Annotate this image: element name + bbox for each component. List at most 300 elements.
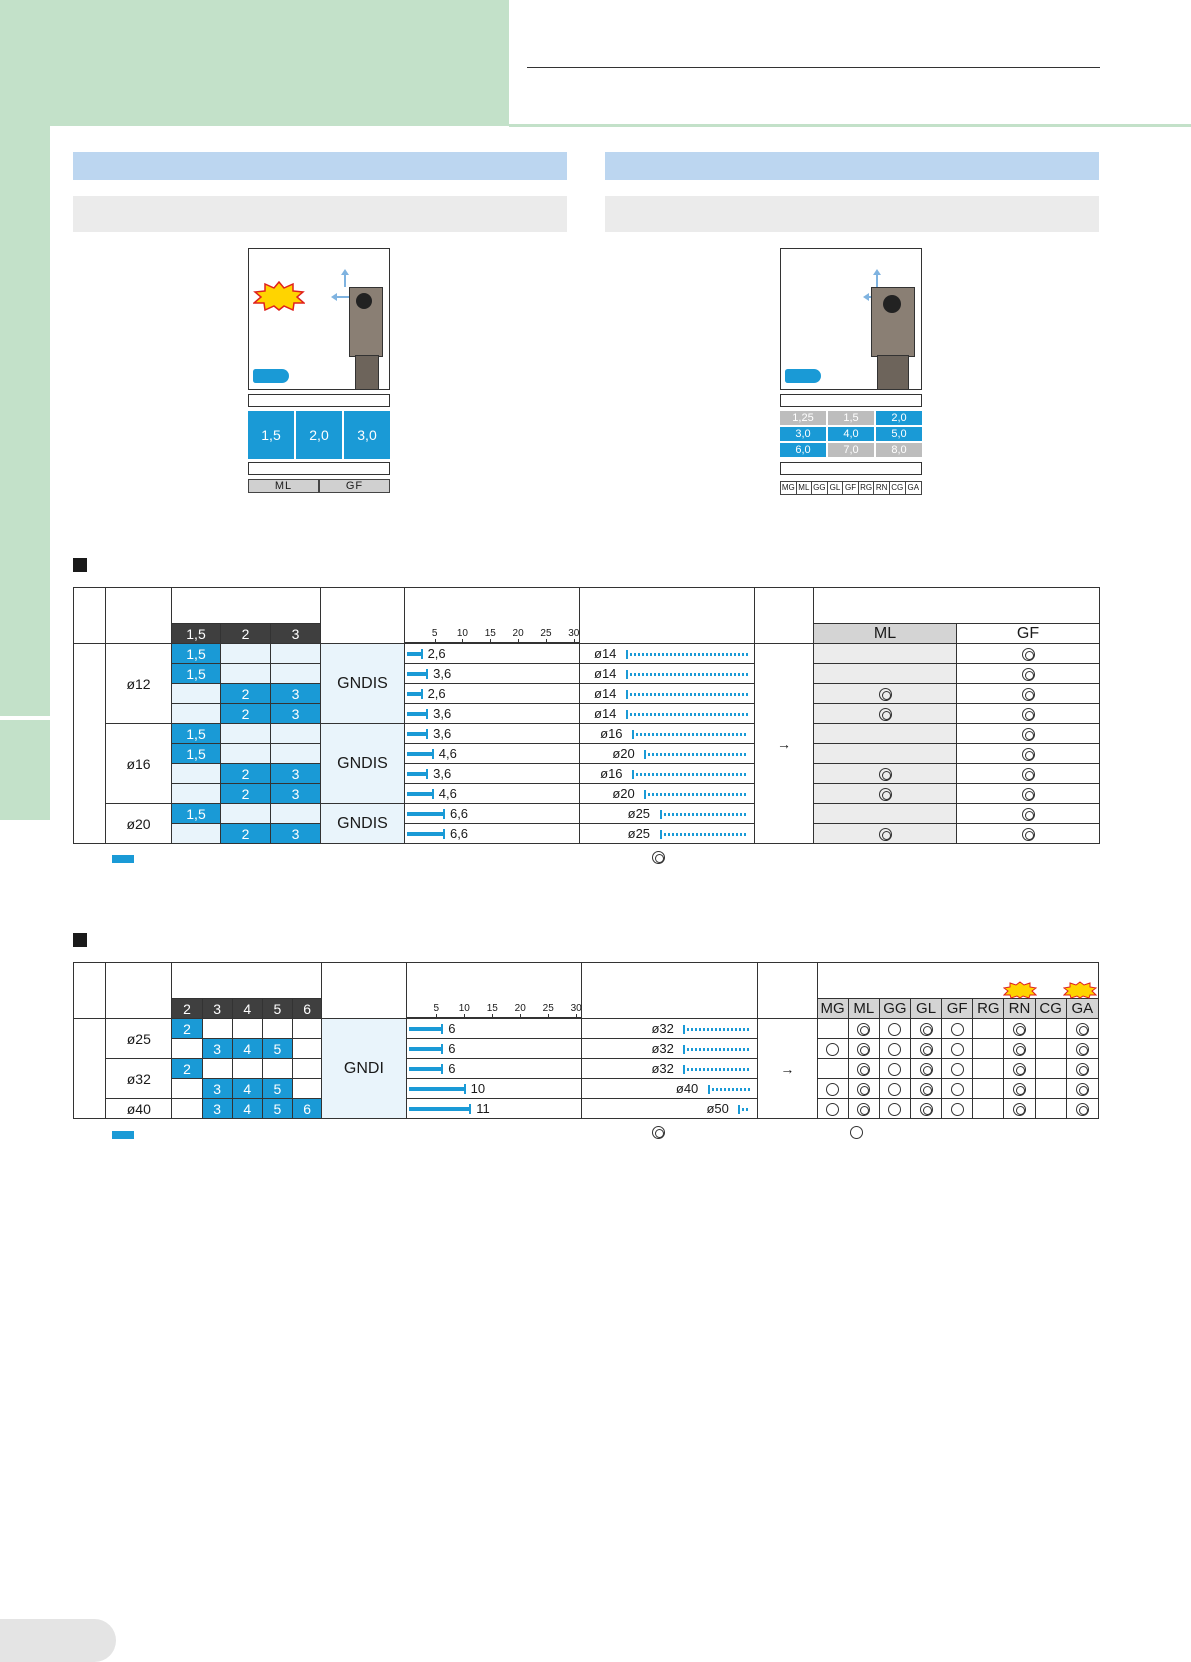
ruler-tick bbox=[546, 639, 547, 643]
recommended-circle-icon bbox=[879, 828, 892, 841]
length-bar bbox=[409, 1087, 465, 1091]
grade-cell-gf bbox=[942, 1079, 973, 1099]
width-option: 1,5 bbox=[828, 411, 874, 425]
length-value: 6 bbox=[448, 1021, 456, 1036]
length-value: 6 bbox=[448, 1041, 456, 1056]
recommended-circle-icon bbox=[1022, 668, 1035, 681]
min-bore-line bbox=[626, 693, 748, 696]
ruler-tick bbox=[435, 639, 436, 643]
length-bar bbox=[407, 712, 427, 716]
width-cell bbox=[232, 1019, 262, 1039]
recommended-circle-icon bbox=[920, 1103, 933, 1116]
legend-single-circle-icon bbox=[850, 1126, 863, 1139]
grade-header: RN bbox=[1004, 999, 1035, 1019]
recommended-circle-icon bbox=[1076, 1083, 1089, 1096]
grade-cell-mg bbox=[817, 1039, 848, 1059]
available-circle-icon bbox=[888, 1103, 901, 1116]
right-grade-row bbox=[780, 481, 922, 495]
width-cell bbox=[271, 664, 321, 684]
width-cell bbox=[221, 804, 271, 824]
ruler-tick-label: 5 bbox=[431, 628, 438, 639]
width-cell: 1,5 bbox=[172, 744, 221, 764]
legend-swatch bbox=[112, 855, 134, 863]
length-value: 2,6 bbox=[427, 646, 446, 661]
width-cell bbox=[271, 804, 321, 824]
grade-cell-cg bbox=[1035, 1099, 1066, 1119]
new-badge-icon bbox=[1003, 981, 1037, 999]
table-row bbox=[74, 804, 1100, 824]
grade-cell-ml bbox=[814, 724, 957, 744]
recommended-circle-icon bbox=[920, 1083, 933, 1096]
width-header: 1,5 bbox=[172, 624, 221, 644]
table-row bbox=[74, 1059, 1099, 1079]
blue-tag-icon bbox=[785, 369, 821, 383]
width-option: 7,0 bbox=[828, 443, 874, 457]
grade-cell-cg bbox=[1035, 1079, 1066, 1099]
length-cell bbox=[405, 784, 580, 804]
recommended-circle-icon bbox=[1022, 768, 1035, 781]
width-cell bbox=[172, 704, 221, 724]
left-width-2: 2,0 bbox=[296, 411, 342, 459]
min-bore-value: ø40 bbox=[675, 1081, 699, 1096]
min-bore-cell bbox=[580, 744, 755, 764]
min-bore-cell bbox=[582, 1019, 758, 1039]
recommended-circle-icon bbox=[920, 1043, 933, 1056]
arrow-up-icon bbox=[873, 269, 881, 287]
right-grade-caption-box bbox=[780, 462, 922, 475]
min-bore-value: ø25 bbox=[627, 806, 651, 821]
width-cell: 2 bbox=[172, 1059, 202, 1079]
table-row bbox=[74, 1099, 1099, 1119]
header-rule bbox=[527, 67, 1100, 68]
table-row bbox=[74, 764, 1100, 784]
available-circle-icon bbox=[888, 1023, 901, 1036]
table-row bbox=[74, 724, 1100, 744]
recommended-circle-icon bbox=[1022, 728, 1035, 741]
grade-cell-ga bbox=[1066, 1079, 1098, 1099]
grade-cell-rg bbox=[973, 1019, 1004, 1039]
tool-shank-icon bbox=[355, 355, 379, 390]
width-cell bbox=[232, 1059, 262, 1079]
recommended-circle-icon bbox=[1022, 708, 1035, 721]
left-section-title-bar bbox=[73, 152, 567, 180]
width-header: 3 bbox=[202, 999, 232, 1019]
grade-header: GF bbox=[957, 624, 1100, 644]
grade-header: MG bbox=[817, 999, 848, 1019]
ruler-tick-label: 25 bbox=[542, 1003, 554, 1014]
min-bore-line bbox=[738, 1108, 750, 1111]
min-bore-line bbox=[683, 1068, 750, 1071]
grade-cell-cg bbox=[1035, 1019, 1066, 1039]
width-cell: 3 bbox=[202, 1099, 232, 1119]
width-header: 6 bbox=[293, 999, 322, 1019]
arrow-up-icon bbox=[341, 269, 349, 287]
width-cell: 6 bbox=[293, 1099, 322, 1119]
header-row-1 bbox=[74, 588, 1100, 624]
recommended-circle-icon bbox=[1076, 1023, 1089, 1036]
length-bar bbox=[407, 812, 444, 816]
width-cell: 3 bbox=[271, 784, 321, 804]
right-section-subtitle-bar bbox=[605, 196, 1099, 232]
length-value: 6,6 bbox=[449, 806, 469, 821]
min-bore-line bbox=[708, 1088, 751, 1091]
length-cell bbox=[405, 724, 580, 744]
ruler-tick bbox=[436, 1014, 437, 1018]
bore-diameter: ø16 bbox=[106, 724, 172, 804]
width-option: 5,0 bbox=[876, 427, 922, 441]
grade-cell-gg bbox=[879, 1019, 910, 1039]
width-cell: 2 bbox=[221, 824, 271, 844]
grade-cell-ml bbox=[848, 1079, 879, 1099]
ruler-tick-label: 30 bbox=[568, 628, 580, 639]
table-row bbox=[74, 1019, 1099, 1039]
length-bar bbox=[407, 832, 444, 836]
min-bore-value: ø32 bbox=[651, 1041, 674, 1056]
width-cell: 3 bbox=[271, 684, 321, 704]
recommended-circle-icon bbox=[1076, 1063, 1089, 1076]
length-bar bbox=[407, 652, 422, 656]
grade-cell-ml bbox=[814, 824, 957, 844]
width-option: 4,0 bbox=[828, 427, 874, 441]
recommended-circle-icon bbox=[857, 1063, 870, 1076]
width-cell: 4 bbox=[232, 1079, 262, 1099]
width-cell: 5 bbox=[262, 1099, 292, 1119]
grade-cell-ml bbox=[848, 1019, 879, 1039]
grade-cell-cg bbox=[1035, 1059, 1066, 1079]
available-circle-icon bbox=[951, 1083, 964, 1096]
grade-header: RG bbox=[973, 999, 1004, 1019]
ruler-tick bbox=[464, 1014, 465, 1018]
min-bore-line bbox=[626, 673, 748, 676]
recommended-circle-icon bbox=[1013, 1023, 1026, 1036]
grade-cell-gf bbox=[942, 1019, 973, 1039]
recommended-circle-icon bbox=[879, 768, 892, 781]
width-cell: 3 bbox=[271, 704, 321, 724]
width-header: 5 bbox=[262, 999, 292, 1019]
header-grades bbox=[814, 588, 1100, 624]
min-bore-line bbox=[660, 813, 748, 816]
width-cell bbox=[262, 1059, 292, 1079]
width-cell bbox=[271, 644, 321, 664]
length-cell bbox=[405, 804, 580, 824]
length-cell bbox=[405, 704, 580, 724]
right-tool-illustration bbox=[780, 248, 922, 390]
width-cell bbox=[172, 1099, 202, 1119]
grade-cell-rn bbox=[1004, 1039, 1035, 1059]
width-cell: 3 bbox=[202, 1039, 232, 1059]
width-cell bbox=[172, 684, 221, 704]
grade-cell-mg bbox=[817, 1079, 848, 1099]
width-cell: 3 bbox=[271, 764, 321, 784]
bore-diameter: ø32 bbox=[106, 1059, 172, 1099]
available-circle-icon bbox=[951, 1023, 964, 1036]
recommended-circle-icon bbox=[879, 708, 892, 721]
width-cell bbox=[293, 1039, 322, 1059]
width-cell bbox=[262, 1019, 292, 1039]
recommended-circle-icon bbox=[1013, 1103, 1026, 1116]
length-bar bbox=[409, 1047, 443, 1051]
width-cell bbox=[172, 824, 221, 844]
width-option: 2,0 bbox=[876, 411, 922, 425]
width-option: 8,0 bbox=[876, 443, 922, 457]
header-min-bore bbox=[582, 963, 758, 1019]
available-circle-icon bbox=[888, 1083, 901, 1096]
width-cell: 1,5 bbox=[172, 664, 221, 684]
table-row bbox=[74, 684, 1100, 704]
header-width bbox=[172, 963, 322, 999]
width-cell: 2 bbox=[221, 764, 271, 784]
grade-cell-gf bbox=[957, 784, 1100, 804]
length-cell bbox=[406, 1059, 582, 1079]
min-bore-cell bbox=[582, 1079, 758, 1099]
header-bore bbox=[106, 588, 172, 644]
grade-cell-ml bbox=[814, 664, 957, 684]
ruler-tick-label: 30 bbox=[570, 1003, 582, 1014]
recommended-circle-icon bbox=[879, 688, 892, 701]
grade-label: RG bbox=[859, 482, 875, 494]
ruler-tick bbox=[462, 639, 463, 643]
grade-cell-gf bbox=[957, 764, 1100, 784]
grade-cell-gf bbox=[942, 1059, 973, 1079]
available-circle-icon bbox=[951, 1103, 964, 1116]
side-banner bbox=[0, 126, 50, 716]
row-blank bbox=[74, 1019, 106, 1119]
left-tool-illustration bbox=[248, 248, 390, 390]
grade-cell-ga bbox=[1066, 1039, 1098, 1059]
width-cell: 2 bbox=[172, 1019, 202, 1039]
grade-cell-ml bbox=[814, 784, 957, 804]
length-bar bbox=[409, 1107, 471, 1111]
recommended-circle-icon bbox=[857, 1103, 870, 1116]
ruler-tick bbox=[548, 1014, 549, 1018]
min-bore-value: ø25 bbox=[627, 826, 651, 841]
recommended-circle-icon bbox=[1022, 808, 1035, 821]
length-value: 4,6 bbox=[438, 786, 457, 801]
header-blank bbox=[74, 588, 106, 644]
insert-arrow: → bbox=[755, 644, 814, 844]
grade-cell-ga bbox=[1066, 1099, 1098, 1119]
table-row bbox=[74, 1079, 1099, 1099]
left-width-3: 3,0 bbox=[344, 411, 390, 459]
width-option: 3,0 bbox=[780, 427, 826, 441]
grade-cell-ga bbox=[1066, 1059, 1098, 1079]
grade-cell-mg bbox=[817, 1019, 848, 1039]
grade-cell-gf bbox=[957, 704, 1100, 724]
length-bar bbox=[407, 672, 427, 676]
table-gndis bbox=[73, 587, 1100, 844]
ruler-tick-label: 15 bbox=[484, 628, 496, 639]
table-row bbox=[74, 664, 1100, 684]
grade-cell-rg bbox=[973, 1039, 1004, 1059]
table2-section-marker bbox=[73, 933, 87, 947]
width-cell: 3 bbox=[202, 1079, 232, 1099]
table-row bbox=[74, 824, 1100, 844]
length-value: 11 bbox=[476, 1101, 490, 1116]
grade-header: CG bbox=[1035, 999, 1066, 1019]
model-code: GNDIS bbox=[321, 644, 405, 724]
table-row bbox=[74, 644, 1100, 664]
grade-cell-rg bbox=[973, 1079, 1004, 1099]
legend-double-circle-icon bbox=[652, 851, 665, 864]
grade-label: MG bbox=[781, 483, 795, 492]
grade-cell-ml bbox=[814, 764, 957, 784]
grade-gf: GF bbox=[319, 479, 390, 493]
min-bore-value: ø20 bbox=[612, 786, 635, 801]
min-bore-cell bbox=[580, 704, 755, 724]
width-cell bbox=[221, 744, 271, 764]
row-blank bbox=[74, 644, 106, 844]
legend-double-circle-icon bbox=[652, 1126, 665, 1139]
width-cell bbox=[172, 764, 221, 784]
available-circle-icon bbox=[888, 1043, 901, 1056]
model-code: GNDI bbox=[322, 1019, 406, 1119]
length-cell bbox=[405, 764, 580, 784]
grade-label: RN bbox=[874, 482, 890, 494]
grade-cell-mg bbox=[817, 1099, 848, 1119]
width-cell bbox=[271, 744, 321, 764]
min-bore-value: ø14 bbox=[594, 666, 617, 681]
grade-label: ML bbox=[797, 482, 813, 494]
min-bore-cell bbox=[580, 724, 755, 744]
recommended-circle-icon bbox=[857, 1083, 870, 1096]
grade-cell-rg bbox=[973, 1099, 1004, 1119]
grade-cell-ml bbox=[814, 744, 957, 764]
grade-cell-rg bbox=[973, 1059, 1004, 1079]
width-cell: 2 bbox=[221, 684, 271, 704]
header-width bbox=[172, 588, 321, 624]
ruler-tick-label: 25 bbox=[540, 628, 552, 639]
recommended-circle-icon bbox=[879, 788, 892, 801]
grade-cell-gf bbox=[942, 1099, 973, 1119]
ruler-tick-label: 5 bbox=[433, 1003, 440, 1014]
ruler-tick bbox=[492, 1014, 493, 1018]
length-cell bbox=[405, 644, 580, 664]
scale-ruler bbox=[407, 998, 582, 1018]
length-value: 6 bbox=[448, 1061, 456, 1076]
length-cell bbox=[405, 664, 580, 684]
right-width-caption-box bbox=[780, 394, 922, 407]
header-bore bbox=[106, 963, 172, 1019]
width-cell: 1,5 bbox=[172, 804, 221, 824]
length-value: 6,6 bbox=[449, 826, 469, 841]
right-section-title-bar bbox=[605, 152, 1099, 180]
header-grades bbox=[817, 963, 1098, 999]
header-min-bore bbox=[580, 588, 755, 644]
width-cell bbox=[172, 784, 221, 804]
grade-cell-gf bbox=[957, 684, 1100, 704]
min-bore-line bbox=[644, 753, 748, 756]
grade-label: GL bbox=[828, 482, 844, 494]
ruler-tick-label: 20 bbox=[512, 628, 524, 639]
grade-cell-ml bbox=[814, 684, 957, 704]
min-bore-line bbox=[644, 793, 748, 796]
grade-cell-mg bbox=[817, 1059, 848, 1079]
left-width-1: 1,5 bbox=[248, 411, 294, 459]
min-bore-value: ø50 bbox=[706, 1101, 729, 1116]
grade-ml: ML bbox=[248, 479, 319, 493]
model-code: GNDIS bbox=[321, 804, 405, 844]
width-cell: 5 bbox=[262, 1039, 292, 1059]
width-cell bbox=[202, 1059, 232, 1079]
table-row bbox=[74, 744, 1100, 764]
grade-cell-ga bbox=[1066, 1019, 1098, 1039]
min-bore-value: ø20 bbox=[612, 746, 635, 761]
length-value: 2,6 bbox=[427, 686, 446, 701]
min-bore-value: ø16 bbox=[600, 766, 623, 781]
width-cell: 2 bbox=[221, 704, 271, 724]
grade-header: GF bbox=[942, 999, 973, 1019]
width-cell: 3 bbox=[271, 824, 321, 844]
ruler-tick bbox=[576, 1014, 577, 1018]
width-cell bbox=[202, 1019, 232, 1039]
grade-cell-ml bbox=[848, 1039, 879, 1059]
width-cell bbox=[293, 1059, 322, 1079]
min-bore-value: ø14 bbox=[594, 706, 617, 721]
grade-cell-gg bbox=[879, 1079, 910, 1099]
new-badge-icon bbox=[1063, 981, 1097, 999]
width-header: 4 bbox=[232, 999, 262, 1019]
min-bore-line bbox=[683, 1028, 750, 1031]
recommended-circle-icon bbox=[1022, 828, 1035, 841]
length-value: 3,6 bbox=[433, 706, 452, 721]
width-option: 1,25 bbox=[780, 411, 826, 425]
length-value: 3,6 bbox=[433, 666, 452, 681]
min-bore-cell bbox=[582, 1099, 758, 1119]
length-cell bbox=[405, 744, 580, 764]
grade-cell-gf bbox=[957, 824, 1100, 844]
grade-cell-gl bbox=[910, 1039, 941, 1059]
width-cell bbox=[172, 1039, 202, 1059]
grade-cell-ml bbox=[814, 804, 957, 824]
available-circle-icon bbox=[951, 1063, 964, 1076]
grade-cell-gf bbox=[957, 744, 1100, 764]
corner-banner bbox=[0, 0, 509, 126]
bore-diameter: ø25 bbox=[106, 1019, 172, 1059]
length-value: 10 bbox=[470, 1081, 486, 1096]
recommended-circle-icon bbox=[1076, 1103, 1089, 1116]
grade-cell-gg bbox=[879, 1059, 910, 1079]
length-bar bbox=[409, 1027, 443, 1031]
page-number-tab bbox=[0, 1619, 116, 1662]
recommended-circle-icon bbox=[1013, 1083, 1026, 1096]
grade-cell-gl bbox=[910, 1099, 941, 1119]
header-length bbox=[406, 963, 582, 1019]
available-circle-icon bbox=[826, 1103, 839, 1116]
table-row bbox=[74, 784, 1100, 804]
ruler-tick-label: 10 bbox=[458, 1003, 470, 1014]
recommended-circle-icon bbox=[857, 1043, 870, 1056]
width-cell: 4 bbox=[232, 1099, 262, 1119]
min-bore-cell bbox=[580, 804, 755, 824]
min-bore-cell bbox=[580, 644, 755, 664]
grade-cell-gf bbox=[942, 1039, 973, 1059]
blue-tag-icon bbox=[253, 369, 289, 383]
left-grade-caption-box bbox=[248, 462, 390, 475]
grade-cell-ml bbox=[848, 1099, 879, 1119]
grade-cell-gl bbox=[910, 1019, 941, 1039]
min-bore-cell bbox=[580, 764, 755, 784]
table-row bbox=[74, 1039, 1099, 1059]
tool-shank-icon bbox=[877, 355, 909, 390]
min-bore-value: ø14 bbox=[594, 646, 617, 661]
grade-cell-cg bbox=[1035, 1039, 1066, 1059]
min-bore-line bbox=[683, 1048, 750, 1051]
recommended-circle-icon bbox=[1022, 648, 1035, 661]
width-cell bbox=[271, 724, 321, 744]
min-bore-value: ø16 bbox=[600, 726, 623, 741]
length-bar bbox=[407, 732, 427, 736]
recommended-circle-icon bbox=[1022, 748, 1035, 761]
